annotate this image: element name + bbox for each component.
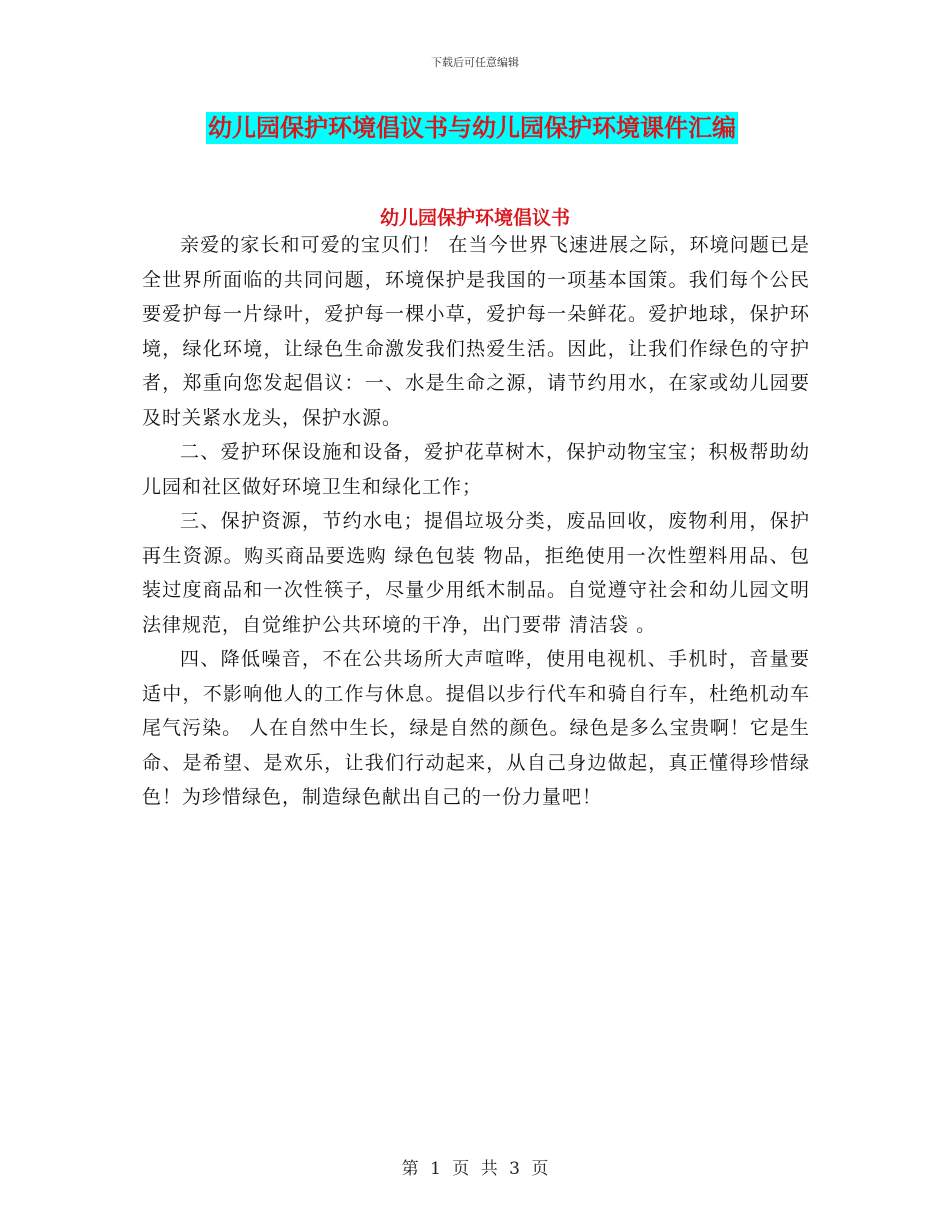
header-note: 下载后可任意编辑 (431, 56, 519, 69)
paragraph-three: 三、保护资源，节约水电；提倡垃圾分类，废品回收，废物利用，保护再生资源。购买商品要选购 绿色包装 物品，拒绝使用一次性塑料用品、包装过度商品和一次性筷子，尽量少用纸木制品。自觉遵守社会和幼儿园文明法律规范，自觉维护公共环境的干净，出门要带 清洁袋 。 (142, 510, 810, 636)
document-body (142, 228, 810, 815)
page-indicator: 第 1 页 共 3 页 (401, 1159, 549, 1179)
section-title: 幼儿园保护环境倡议书 (379, 207, 570, 229)
paragraph-intro: 亲爱的家长和可爱的宝贝们！ 在当今世界飞速进展之际，环境问题已是全世界所面临的共同问题，环境保护是我国的一项基本国策。我们每个公民要爱护每一片绿叶，爱护每一棵小草，爱护每一朵鲜花。爱护地球，保护环境，绿化环境，让绿色生命激发我们热爱生活。因此，让我们作绿色的守护者，郑重向您发起倡议：一、水是生命之源，请节约用水，在家或幼儿园要及时关紧水龙头，保护水源。 (142, 234, 810, 429)
document-title: 幼儿园保护环境倡议书与幼儿园保护环境课件汇编 (208, 114, 736, 142)
paragraph-four: 四、降低噪音，不在公共场所大声喧哗，使用电视机、手机时，音量要适中，不影响他人的工作与休息。提倡以步行代车和骑自行车，杜绝机动车尾气污染。 人在自然中生长，绿是自然的颜色。绿色是多么宝贵啊！它是生命、是希望、是欢乐，让我们行动起来，从自己身边做起，真正懂得珍惜绿色！为珍惜绿色，制造绿色献出自己的一份力量吧！ (142, 648, 810, 808)
paragraph-two: 二、爱护环保设施和设备，爱护花草树木，保护动物宝宝；积极帮助幼儿园和社区做好环境卫生和绿化工作； (142, 441, 810, 498)
